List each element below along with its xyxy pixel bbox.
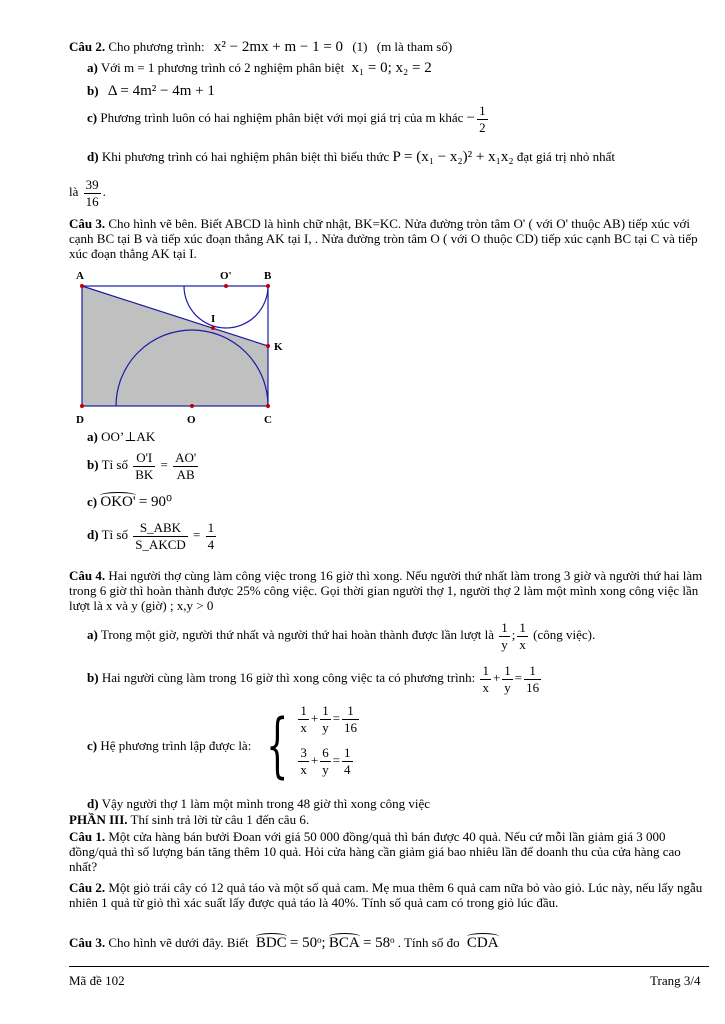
q2-d-denominator: 16 (85, 193, 99, 209)
part3-heading: PHẦN III. (69, 812, 128, 827)
q3-c-label: c) (87, 494, 98, 509)
q2-d-text: Khi phương trình có hai nghiệm phân biệt thì biểu thức (101, 149, 390, 164)
q4-b-denominator-2: y (504, 679, 511, 695)
q3-b-text: Tỉ số (101, 457, 128, 472)
p3-q3-angle-bca: BCA (328, 935, 360, 951)
q3-b-numerator-1: O'I (133, 450, 155, 467)
q2-item-a (87, 60, 432, 76)
q3-d-fraction-1 (133, 520, 188, 553)
q4-b-denominator-3: 16 (526, 679, 540, 695)
p3-q3-value-2: = 58ᵒ (362, 935, 395, 951)
footer-divider (69, 966, 709, 967)
part3-instruction: Thí sinh trả lời từ câu 1 đến câu 6. (130, 812, 310, 827)
p3-q1-statement (69, 829, 709, 874)
q4-statement (69, 568, 709, 613)
q3-d-numerator-1: S_ABK (133, 520, 188, 537)
q3-figure (70, 266, 300, 428)
q3-b-fraction-1 (133, 450, 155, 483)
q4-c-r1-frac-3 (342, 703, 359, 736)
q3-d-label: d) (87, 527, 99, 542)
figure-point-o (190, 404, 194, 408)
q3-b-equals: = (160, 457, 168, 472)
p3-q3-angle-cda: CDA (466, 935, 499, 951)
q2-c-fraction (477, 103, 488, 136)
q2-item-d (87, 149, 615, 165)
q2-equation: x² − 2mx + m − 1 = 0 (213, 39, 344, 55)
q4-b-denominator-1: x (482, 679, 489, 695)
q4-c-r1-den-2: y (322, 720, 329, 735)
q3-d-equals: = (193, 527, 201, 542)
q4-c-r2-plus: + (310, 752, 319, 768)
q3-b-denominator-1: BK (135, 466, 154, 482)
q3-d-fraction-2 (206, 520, 217, 553)
q4-c-caption (87, 738, 251, 753)
q4-b-text: Hai người cùng làm trong 16 giờ thì xong công việc ta có phương trình: (101, 670, 476, 685)
q3-b-label: b) (87, 457, 99, 472)
q4-b-label: b) (87, 670, 99, 685)
q4-a-label: a) (87, 627, 98, 642)
q4-a-text: Trong một giờ, người thứ nhất và người thứ hai hoàn thành được lần lượt là (100, 627, 495, 642)
figure-label-i: I (211, 313, 216, 325)
p3-q3-text: Cho hình vẽ dưới đây. Biết (108, 935, 249, 950)
q3-d-denominator-1: S_AKCD (135, 536, 186, 552)
q4-b-fraction-1 (480, 663, 491, 696)
q4-c-equation-2 (296, 745, 361, 787)
q4-b-plus: + (492, 670, 501, 685)
q3-text: Cho hình vẽ bên. Biết ABCD là hình chữ nhật, BK=KC. Nửa đường tròn tâm O' ( với O' thuộc AB) tiếp xúc với cạnh BC tại B và tiếp xúc đoạn thẳng AK tại I, . Nửa đường tròn tâm O ( với O thuộc CD) tiếp xúc cạnh BC tại C và tiếp xúc đoạn thẳng AK tại I. (69, 216, 698, 261)
q3-b-denominator-2: AB (176, 466, 195, 482)
q4-a-denominator-1: y (501, 636, 508, 652)
q3-item-d (87, 512, 218, 558)
figure-shaded-region (82, 286, 268, 406)
q4-c-r2-num-2: 6 (322, 745, 329, 760)
q4-c-r2-den-3: 4 (344, 762, 351, 777)
q4-c-brace: { (265, 704, 288, 786)
q2-param-note: (m là tham số) (376, 39, 453, 54)
q3-heading: Câu 3. (69, 216, 106, 231)
q2-heading: Câu 2. (69, 39, 106, 54)
q4-b-numerator-3: 1 (524, 663, 541, 680)
q4-b-numerator-1: 1 (482, 662, 489, 678)
q4-c-r2-num-3: 1 (344, 745, 351, 760)
q2-item-d-answer (69, 174, 106, 210)
q2-a-roots: x₁ = 0; x₂ = 2 (351, 60, 432, 76)
p3-q3-heading: Câu 3. (69, 935, 106, 950)
q4-c-label: c) (87, 737, 98, 753)
q4-c-text: Hệ phương trình lập được là: (100, 737, 252, 753)
q3-a-text: OO’⊥AK (101, 429, 156, 444)
q4-item-c (87, 703, 361, 791)
footer-page-number: Trang 3/4 (650, 973, 701, 988)
q2-d-la: là (69, 184, 79, 199)
q4-c-r1-plus: + (310, 710, 319, 726)
q2-c-sign: − (466, 110, 476, 126)
q4-c-r1-frac-2 (320, 703, 331, 736)
q4-c-r1-equals: = (332, 710, 341, 726)
q3-d-text: Tỉ số (101, 527, 128, 542)
q2-d-fraction (84, 177, 101, 210)
figure-point-a (80, 284, 84, 288)
p3-q2-statement (69, 880, 709, 910)
q2-d-label: d) (87, 149, 99, 164)
q3-d-denominator-2: 4 (207, 536, 215, 552)
q3-c-angle: OKO' (100, 494, 136, 510)
q2-intro: Cho phương trình: (108, 39, 205, 54)
q4-a-denominator-2: x (519, 636, 526, 652)
q2-a-text: Với m = 1 phương trình có 2 nghiệm phân biệt (100, 60, 345, 75)
q2-equation-number: (1) (352, 39, 368, 54)
q4-item-d (87, 796, 430, 811)
part3-heading-line (69, 812, 309, 827)
q3-item-b (87, 444, 200, 486)
q4-item-a (87, 615, 595, 655)
q4-c-r2-frac-3 (342, 745, 353, 778)
q4-a-numerator-1: 1 (501, 619, 508, 635)
figure-label-a: A (76, 270, 84, 282)
q2-item-b (87, 83, 215, 99)
q4-c-r2-den-2: y (322, 762, 329, 777)
q2-c-label: c) (87, 110, 98, 125)
q2-item-c (87, 100, 490, 136)
q4-a-end: (công việc). (533, 627, 596, 642)
p3-q3-statement (69, 935, 499, 951)
q3-a-label: a) (87, 429, 98, 444)
p3-q3-angle-bdc: BDC (255, 935, 287, 951)
p3-q1-heading: Câu 1. (69, 829, 106, 844)
figure-point-o-prime (224, 284, 228, 288)
q4-c-system (296, 703, 361, 787)
q2-d-period: . (102, 184, 106, 199)
q2-d-numerator: 39 (85, 176, 99, 192)
q3-item-a (87, 429, 155, 444)
q4-c-equation-1 (296, 703, 361, 745)
figure-label-d: D (76, 414, 84, 426)
figure-label-o: O (187, 414, 196, 426)
q4-d-label: d) (87, 796, 99, 811)
q2-c-numerator: 1 (479, 102, 486, 118)
q3-c-value: = 90⁰ (138, 494, 173, 510)
q2-d-expression: P = (x₁ − x₂)² + x₁x₂ (392, 149, 514, 165)
figure-label-k: K (274, 341, 283, 353)
q4-c-r2-num-1: 3 (300, 745, 307, 760)
q4-c-r1-den-3: 16 (344, 720, 358, 735)
q4-heading: Câu 4. (69, 568, 106, 583)
q4-a-fraction-2 (517, 620, 528, 653)
figure-label-o-prime: O' (220, 270, 232, 282)
figure-point-k (266, 344, 270, 348)
q4-d-text: Vậy người thợ 1 làm một mình trong 48 giờ thì xong công việc (101, 796, 431, 811)
q2-b-label: b) (87, 83, 99, 98)
figure-point-i (211, 326, 215, 330)
p3-q3-text-2: . Tính số đo (397, 935, 460, 950)
p3-q2-heading: Câu 2. (69, 880, 106, 895)
q4-c-r2-frac-2 (320, 745, 331, 778)
q4-c-r2-equals: = (332, 752, 341, 768)
q4-c-r1-den-1: x (300, 720, 307, 735)
q2-c-text: Phương trình luôn có hai nghiệm phân biệt với mọi giá trị của m khác (100, 110, 464, 125)
p3-q2-text: Một giỏ trái cây có 12 quả táo và một số quả cam. Mẹ mua thêm 6 quả cam nữa bỏ vào giỏ. Lúc này, nếu lấy ngẫu nhiên 1 quả từ giỏ thì xác suất lấy được quả táo là 40%. Tính số quả cam có trong giỏ lúc đầu. (69, 880, 703, 910)
q4-c-r2-den-1: x (300, 762, 307, 777)
q2-b-expression: Δ = 4m² − 4m + 1 (107, 83, 215, 99)
footer-exam-code: Mã đề 102 (69, 973, 125, 988)
p3-q3-value-1: = 50ᵒ; (289, 935, 326, 951)
q3-b-fraction-2 (173, 450, 198, 483)
q4-a-fraction-1 (499, 620, 510, 653)
q2-a-label: a) (87, 60, 98, 75)
q3-d-numerator-2: 1 (207, 519, 215, 535)
figure-point-c (266, 404, 270, 408)
figure-label-b: B (264, 270, 272, 282)
q4-c-r2-frac-1 (298, 745, 309, 778)
q4-b-numerator-2: 1 (504, 662, 511, 678)
q4-text: Hai người thợ cùng làm công việc trong 16 giờ thì xong. Nếu người thứ nhất làm trong 3 giờ và người thứ hai làm trong 6 giờ thì hoàn thành được 25% công việc. Gọi thời gian người thợ 1, người thợ 2 làm một mình xong công việc lần lượt là x và y (giờ) ; x,y > 0 (69, 568, 703, 613)
figure-label-c: C (264, 414, 272, 426)
q4-a-separator: ; (511, 627, 516, 642)
q2-heading-line (69, 39, 452, 55)
figure-semicircle-o-prime (184, 286, 268, 328)
q4-c-r1-num-2: 1 (322, 703, 329, 718)
q4-a-numerator-2: 1 (519, 619, 526, 635)
q4-c-r1-num-1: 1 (300, 703, 307, 718)
figure-point-b (266, 284, 270, 288)
q4-b-fraction-2 (502, 663, 513, 696)
q3-b-numerator-2: AO' (175, 449, 197, 465)
figure-point-d (80, 404, 84, 408)
q3-item-c (87, 494, 172, 510)
q4-c-r1-frac-1 (298, 703, 309, 736)
q4-item-b (87, 658, 543, 698)
q2-c-denominator: 2 (479, 119, 486, 135)
q4-b-equals: = (514, 670, 523, 685)
q4-c-r1-num-3: 1 (342, 703, 359, 720)
q3-statement (69, 216, 709, 261)
q2-d-text-2: đạt giá trị nhỏ nhất (516, 149, 616, 164)
p3-q1-text: Một cửa hàng bán bưởi Đoan với giá 50 000 đồng/quả thì bán được 40 quả. Nếu cứ mỗi lần giảm giá 3 000 đồng/quả thì số lượng bán tăng thêm 10 quả. Hỏi cửa hàng cần giảm giá bao nhiêu lần để doanh thu của cửa hàng cao nhất? (69, 829, 681, 874)
q4-b-fraction-3 (524, 663, 541, 696)
